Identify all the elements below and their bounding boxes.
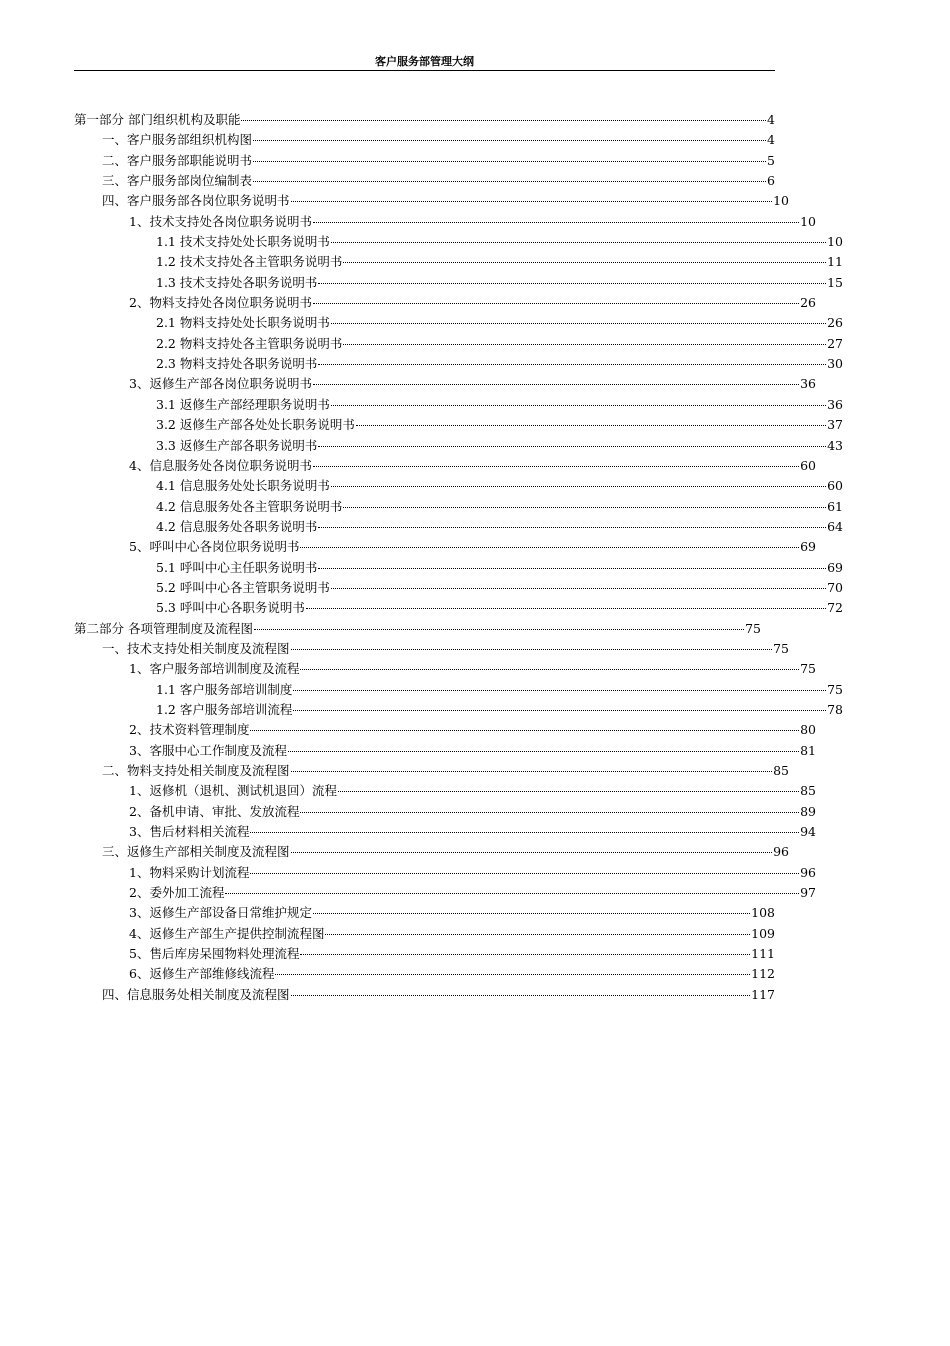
toc-entry-page-number: 75 [773,640,789,656]
toc-entry[interactable] [74,395,843,415]
toc-entry[interactable] [74,374,816,394]
toc-entry-page-number: 43 [827,437,843,453]
toc-entry-label: 5.1 呼叫中心主任职务说明书 [156,559,318,575]
toc-dot-leader [331,405,826,406]
toc-entry-label: 5.3 呼叫中心各职务说明书 [156,600,305,616]
toc-entry-label: 4.1 信息服务处处长职务说明书 [156,478,330,494]
toc-entry-label: 四、客户服务部各岗位职务说明书 [102,193,290,209]
toc-entry[interactable] [74,964,775,984]
toc-entry-label: 1、返修机（退机、测试机退回）流程 [129,783,337,799]
toc-entry[interactable] [74,985,775,1005]
toc-dot-leader [300,812,799,813]
toc-entry-label: 3、售后材料相关流程 [129,824,250,840]
toc-entry[interactable] [74,598,843,618]
toc-entry-label: 4、信息服务处各岗位职务说明书 [129,457,312,473]
toc-entry[interactable] [74,191,789,211]
toc-dot-leader [250,832,799,833]
page-header-title: 客户服务部管理大纲 [375,55,474,68]
toc-dot-leader [291,771,773,772]
toc-entry-label: 第一部分 部门组织机构及职能 [74,112,241,127]
toc-entry-page-number: 11 [827,254,843,270]
toc-dot-leader [300,669,799,670]
toc-entry-page-number: 96 [800,864,816,880]
toc-entry-page-number: 5 [767,152,775,168]
toc-entry[interactable] [74,476,843,496]
toc-entry[interactable] [74,720,816,740]
toc-dot-leader [293,710,826,711]
toc-entry[interactable] [74,456,816,476]
toc-entry-page-number: 89 [800,803,816,819]
toc-entry[interactable] [74,863,816,883]
toc-entry-page-number: 69 [827,559,843,575]
toc-entry-page-number: 64 [827,518,843,534]
toc-dot-leader [338,791,799,792]
toc-entry-label: 2、备机申请、审批、发放流程 [129,803,300,819]
toc-entry[interactable] [74,680,843,700]
toc-entry-label: 3.1 返修生产部经理职务说明书 [156,396,330,412]
toc-dot-leader [275,974,750,975]
toc-entry[interactable] [74,619,761,639]
toc-entry[interactable] [74,354,843,374]
toc-entry[interactable] [74,802,816,822]
toc-dot-leader [253,161,766,162]
toc-entry-page-number: 36 [827,396,843,412]
toc-entry-page-number: 60 [800,457,816,473]
toc-dot-leader [313,913,750,914]
toc-dot-leader [291,201,773,202]
toc-entry[interactable] [74,944,775,964]
toc-entry-label: 一、客户服务部组织机构图 [102,132,253,148]
toc-dot-leader [318,527,826,528]
table-of-contents [74,110,843,1005]
toc-dot-leader [293,690,826,691]
toc-entry-page-number: 80 [800,722,816,738]
toc-entry-label: 二、物料支持处相关制度及流程图 [102,763,290,778]
toc-dot-leader [225,893,799,894]
toc-dot-leader [300,954,750,955]
toc-entry-page-number: 10 [800,213,816,229]
toc-entry[interactable] [74,924,775,944]
toc-entry-page-number: 69 [800,539,816,555]
toc-entry[interactable] [74,313,843,333]
toc-entry-page-number: 75 [800,661,816,677]
toc-entry[interactable] [74,436,843,456]
toc-entry-label: 5、售后库房呆囤物料处理流程 [129,946,300,962]
toc-entry-page-number: 72 [827,600,843,616]
toc-entry-label: 1、客户服务部培训制度及流程 [129,661,300,677]
toc-entry[interactable] [74,293,816,313]
toc-dot-leader [343,344,826,345]
toc-entry-label: 3、返修生产部设备日常维护规定 [129,905,312,921]
toc-entry-label: 6、返修生产部维修线流程 [129,966,275,982]
header-rule [74,70,775,71]
toc-entry-page-number: 109 [751,925,775,941]
toc-entry[interactable] [74,903,775,923]
toc-entry-label: 1.1 客户服务部培训制度 [156,681,293,697]
toc-dot-leader [250,730,799,731]
toc-entry-page-number: 97 [800,885,816,901]
toc-entry-page-number: 75 [745,620,761,636]
toc-entry-page-number: 85 [773,763,789,778]
toc-entry[interactable] [74,659,816,679]
toc-entry-label: 3.2 返修生产部各处处长职务说明书 [156,417,355,433]
toc-dot-leader [318,364,826,365]
toc-entry[interactable] [74,578,843,598]
toc-entry-page-number: 61 [827,498,843,514]
toc-entry-label: 1、技术支持处各岗位职务说明书 [129,213,312,229]
toc-dot-leader [343,507,826,508]
toc-dot-leader [300,547,799,548]
toc-dot-leader [331,486,826,487]
toc-dot-leader [254,629,744,630]
toc-entry[interactable] [74,741,816,761]
toc-dot-leader [331,323,826,324]
toc-entry-label: 1.3 技术支持处各职务说明书 [156,274,318,290]
toc-entry-label: 4.2 信息服务处各职务说明书 [156,518,318,534]
toc-dot-leader [356,425,826,426]
toc-entry[interactable] [74,212,816,232]
toc-dot-leader [241,120,766,121]
toc-entry[interactable] [74,639,789,659]
toc-entry-label: 5、呼叫中心各岗位职务说明书 [129,539,300,555]
toc-entry-page-number: 70 [827,579,843,595]
toc-entry-page-number: 96 [773,844,789,860]
toc-entry-label: 二、客户服务部职能说明书 [102,152,253,168]
toc-entry-page-number: 117 [751,986,775,1002]
toc-entry-label: 三、返修生产部相关制度及流程图 [102,844,290,860]
toc-entry[interactable] [74,232,843,252]
toc-entry-page-number: 4 [767,112,775,127]
toc-entry-label: 4、返修生产部生产提供控制流程图 [129,925,325,941]
toc-dot-leader [318,283,826,284]
toc-entry-label: 一、技术支持处相关制度及流程图 [102,640,290,656]
toc-dot-leader [325,934,750,935]
toc-entry-label: 四、信息服务处相关制度及流程图 [102,986,290,1002]
toc-entry-page-number: 60 [827,478,843,494]
toc-entry[interactable] [74,517,843,537]
toc-entry-page-number: 4 [767,132,775,148]
toc-entry-label: 5.2 呼叫中心各主管职务说明书 [156,579,330,595]
toc-entry-label: 三、客户服务部岗位编制表 [102,173,253,189]
toc-entry[interactable] [74,497,843,517]
toc-entry[interactable] [74,415,843,435]
toc-entry-page-number: 78 [827,701,843,717]
toc-entry-page-number: 6 [767,173,775,189]
toc-entry-page-number: 108 [751,905,775,921]
toc-entry-label: 2、物料支持处各岗位职务说明书 [129,295,312,311]
toc-entry-page-number: 37 [827,417,843,433]
toc-entry[interactable] [74,761,789,781]
toc-entry-label: 2.3 物料支持处各职务说明书 [156,356,318,372]
toc-dot-leader [313,466,799,467]
toc-entry[interactable] [74,558,843,578]
toc-entry[interactable] [74,110,775,130]
toc-dot-leader [331,588,826,589]
toc-entry-page-number: 30 [827,356,843,372]
toc-entry-label: 1.2 技术支持处各主管职务说明书 [156,254,343,270]
toc-entry-label: 1.2 客户服务部培训流程 [156,701,293,717]
toc-entry[interactable] [74,273,843,293]
toc-entry[interactable] [74,883,816,903]
toc-dot-leader [343,262,826,263]
toc-entry[interactable] [74,130,775,150]
toc-entry[interactable] [74,822,816,842]
toc-entry[interactable] [74,334,843,354]
toc-entry-page-number: 10 [773,193,789,209]
toc-dot-leader [253,140,766,141]
toc-entry[interactable] [74,781,816,801]
toc-dot-leader [318,568,826,569]
toc-entry-page-number: 10 [827,234,843,250]
toc-entry-page-number: 112 [751,966,775,982]
toc-dot-leader [313,303,799,304]
toc-entry-page-number: 15 [827,274,843,290]
toc-entry-label: 1.1 技术支持处处长职务说明书 [156,234,330,250]
toc-entry-page-number: 111 [751,946,775,962]
toc-dot-leader [291,995,751,996]
toc-dot-leader [313,222,799,223]
toc-entry-page-number: 75 [827,681,843,697]
toc-dot-leader [291,649,773,650]
toc-entry-label: 3.3 返修生产部各职务说明书 [156,437,318,453]
toc-dot-leader [253,181,766,182]
toc-entry-page-number: 26 [827,315,843,331]
toc-entry[interactable] [74,151,775,171]
toc-entry-label: 3、客服中心工作制度及流程 [129,742,287,758]
toc-entry-page-number: 94 [800,824,816,840]
toc-entry-page-number: 27 [827,335,843,351]
toc-entry-label: 第二部分 各项管理制度及流程图 [74,620,253,636]
toc-entry-label: 1、物料采购计划流程 [129,864,250,880]
toc-dot-leader [318,446,826,447]
toc-dot-leader [291,852,773,853]
toc-entry-label: 2.2 物料支持处各主管职务说明书 [156,335,343,351]
toc-entry-label: 4.2 信息服务处各主管职务说明书 [156,498,343,514]
toc-entry[interactable] [74,171,775,191]
toc-entry[interactable] [74,700,843,720]
toc-entry-page-number: 85 [800,783,816,799]
toc-entry-page-number: 81 [800,742,816,758]
toc-dot-leader [331,242,826,243]
toc-entry-page-number: 26 [800,295,816,311]
toc-entry-page-number: 36 [800,376,816,392]
toc-dot-leader [306,608,826,609]
toc-entry-label: 2、委外加工流程 [129,885,225,901]
toc-entry[interactable] [74,252,843,272]
toc-dot-leader [313,384,799,385]
toc-entry-label: 3、返修生产部各岗位职务说明书 [129,376,312,392]
toc-entry-label: 2、技术资料管理制度 [129,722,250,738]
toc-entry[interactable] [74,537,816,557]
toc-entry-label: 2.1 物料支持处处长职务说明书 [156,315,330,331]
toc-dot-leader [288,751,799,752]
toc-dot-leader [250,873,799,874]
toc-entry[interactable] [74,842,789,862]
